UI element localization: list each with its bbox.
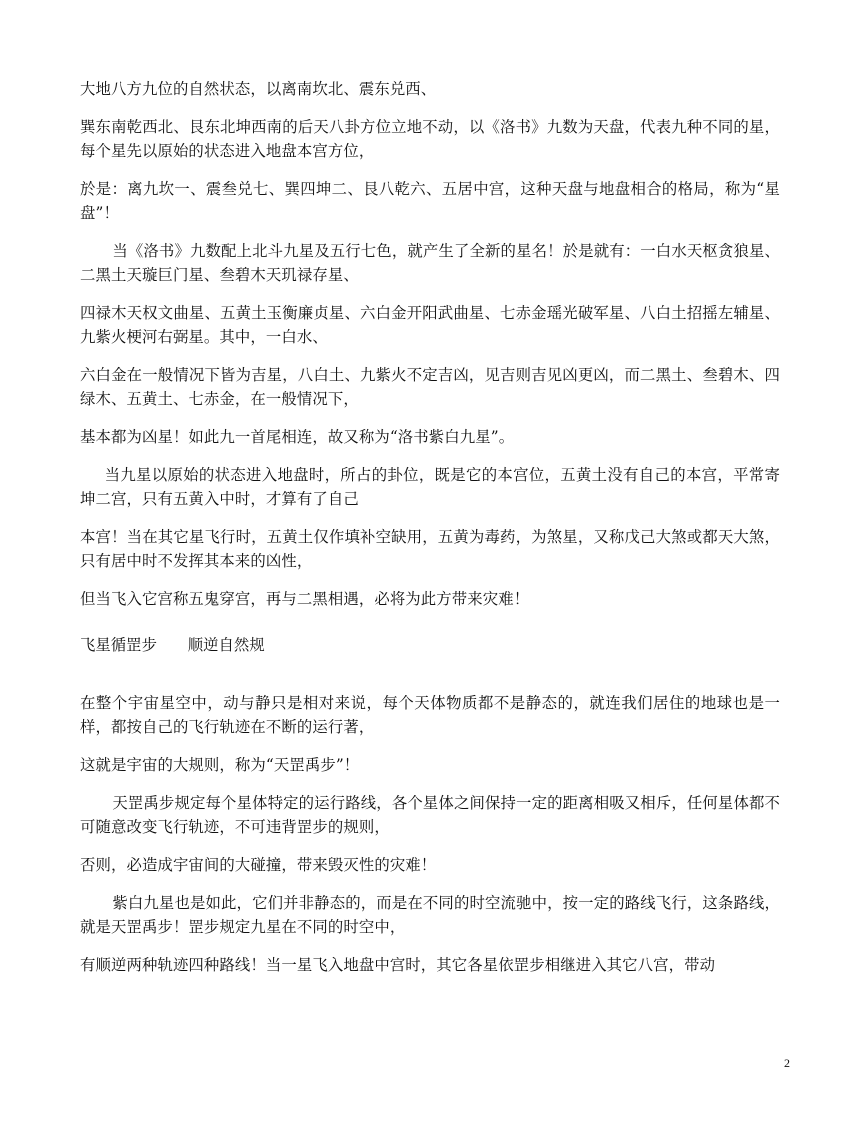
paragraph: 本宫！当在其它星飞行时，五黄土仅作填补空缺用，五黄为毒药，为煞星，又称戊己大煞或都天大煞，只有居中时不发挥其本来的凶性， [80, 528, 780, 570]
paragraph: 於是：离九坎一、震叁兑七、巽四坤二、艮八乾六、五居中宫，这种天盘与地盘相合的格局，称为“星盘”！ [80, 180, 780, 222]
paragraph: 基本都为凶星！如此九一首尾相连，故又称为“洛书紫白九星”。 [80, 428, 515, 446]
paragraph: 这就是宇宙的大规则，称为“天罡禹步”！ [80, 756, 360, 774]
paragraph: 四禄木天权文曲星、五黄土玉衡廉贞星、六白金开阳武曲星、七赤金瑶光破军星、八白土招摇左辅星、九紫火梗河右弼星。其中，一白水、 [80, 304, 780, 346]
paragraph: 紫白九星也是如此，它们并非静态的，而是在不同的时空流驰中，按一定的路线飞行，这条路线，就是天罡禹步！罡步规定九星在不同的时空中， [80, 894, 780, 936]
paragraph: 但当飞入它宫称五鬼穿宫，再与二黑相遇，必将为此方带来灾难！ [80, 590, 530, 608]
paragraph: 六白金在一般情况下皆为吉星，八白土、九紫火不定吉凶，见吉则吉见凶更凶，而二黑土、叁碧木、四绿木、五黄土、七赤金，在一般情况下， [80, 366, 780, 408]
paragraph: 天罡禹步规定每个星体特定的运行路线，各个星体之间保持一定的距离相吸又相斥，任何星体都不可随意改变飞行轨迹，不可违背罡步的规则， [80, 794, 780, 836]
paragraph: 当九星以原始的状态进入地盘时，所占的卦位，既是它的本宫位，五黄土没有自己的本宫，平常寄坤二宫，只有五黄入中时，才算有了自己 [80, 466, 780, 508]
page-number: 2 [784, 1056, 790, 1070]
paragraph: 大地八方九位的自然状态，以离南坎北、震东兑西、 [80, 80, 437, 98]
section-heading: 飞星循罡步 顺逆自然规 [80, 636, 265, 654]
paragraph: 巽东南乾西北、艮东北坤西南的后天八卦方位立地不动，以《洛书》九数为天盘，代表九种不同的星，每个星先以原始的状态进入地盘本宫方位， [80, 118, 780, 160]
paragraph: 有顺逆两种轨迹四种路线！当一星飞入地盘中宫时，其它各星依罡步相继进入其它八宫，带动 [80, 956, 716, 974]
paragraph: 在整个宇宙星空中，动与静只是相对来说，每个天体物质都不是静态的，就连我们居住的地球也是一样，都按自己的飞行轨迹在不断的运行著， [80, 694, 780, 736]
paragraph: 否则，必造成宇宙间的大碰撞，带来毁灭性的灾难！ [80, 856, 437, 874]
paragraph: 当《洛书》九数配上北斗九星及五行七色，就产生了全新的星名！於是就有：一白水天枢贪狼星、二黑土天璇巨门星、叁碧木天玑禄存星、 [80, 242, 780, 284]
page-body [80, 77, 780, 991]
